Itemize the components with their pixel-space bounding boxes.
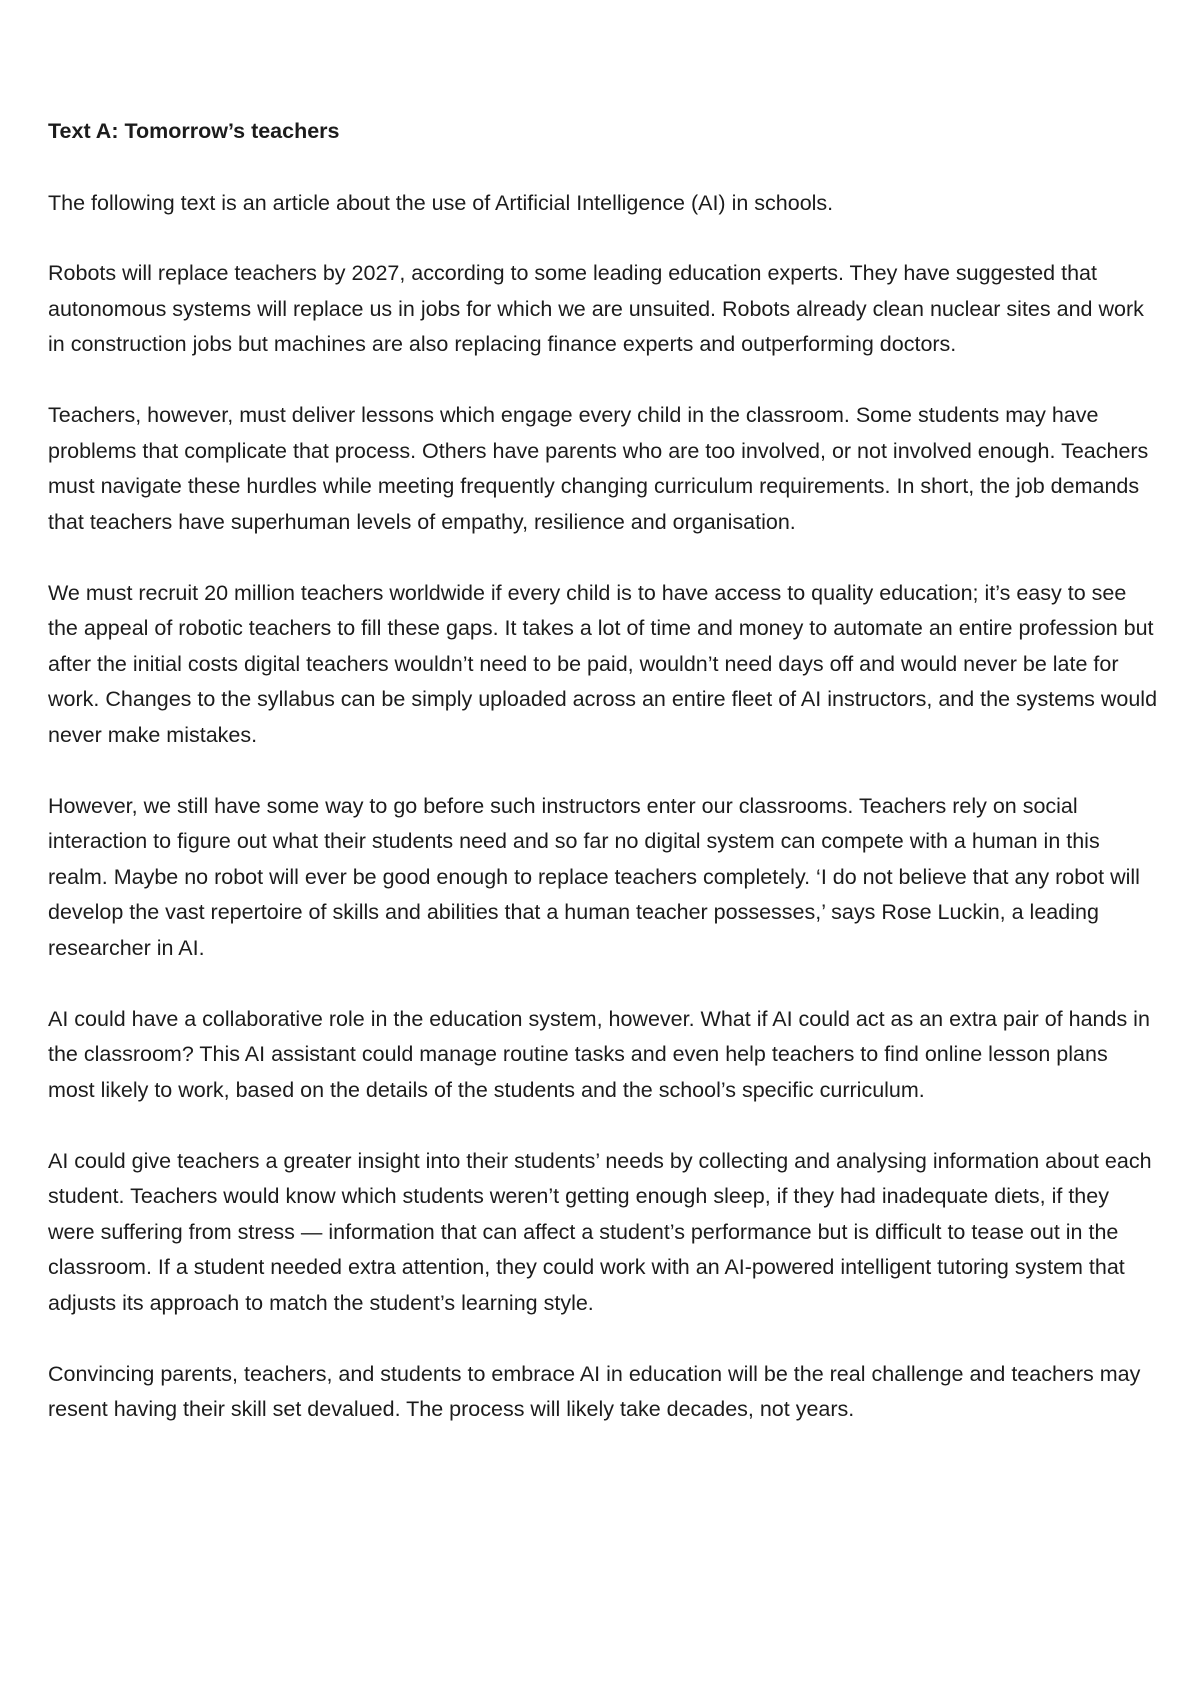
paragraph-7: Convincing parents, teachers, and students to embrace AI in education will be the real challenge and teachers may resent having their skill set devalued. The process will likely take decades, not years. xyxy=(48,1361,1141,1421)
paragraph-3: We must recruit 20 million teachers worldwide if every child is to have access to quality education; it’s easy to see the appeal of robotic teachers to fill these gaps. It takes a lot of time and money to automate an entire profession but after the initial costs digital teachers wouldn’t need to be paid, wouldn’t need days off and would never be late for work. Changes to the syllabus can be simply uploaded across an entire fleet of AI instructors, and the systems would never make mistakes. xyxy=(48,580,1158,747)
document-intro: The following text is an article about the use of Artificial Intelligence (AI) in schools. xyxy=(48,190,834,215)
paragraph-6: AI could give teachers a greater insight into their students’ needs by collecting and analysing information about each student. Teachers would know which students weren’t getting enough sleep, if they had inadequate diets, if they were suffering from stress — information that can affect a student’s performance but is difficult to tease out in the classroom. If a student needed extra attention, they could work with an AI-powered intelligent tutoring system that adjusts its approach to match the student’s learning style. xyxy=(48,1148,1152,1315)
paragraph-4: However, we still have some way to go before such instructors enter our classrooms. Teachers rely on social interaction to figure out what their students need and so far no digital system can compete with a human in this realm. Maybe no robot will ever be good enough to replace teachers completely. ‘I do not believe that any robot will develop the vast repertoire of skills and abilities that a human teacher possesses,’ says Rose Luckin, a leading researcher in AI. xyxy=(48,793,1140,960)
document-page xyxy=(48,114,1160,1463)
document-title: Text A: Tomorrow’s teachers xyxy=(48,119,340,143)
paragraph-2: Teachers, however, must deliver lessons which engage every child in the classroom. Some students may have problems that complicate that process. Others have parents who are too involved, or not involved enough. Teachers must navigate these hurdles while meeting frequently changing curriculum requirements. In short, the job demands that teachers have superhuman levels of empathy, resilience and organisation. xyxy=(48,403,1149,534)
paragraph-1: Robots will replace teachers by 2027, according to some leading education experts. They have suggested that autonomous systems will replace us in jobs for which we are unsuited. Robots already clean nuclear sites and work in construction jobs but machines are also replacing finance experts and outperforming doctors. xyxy=(48,261,1144,356)
paragraph-5: AI could have a collaborative role in the education system, however. What if AI could act as an extra pair of hands in the classroom? This AI assistant could manage routine tasks and even help teachers to find online lesson plans most likely to work, based on the details of the students and the school’s specific curriculum. xyxy=(48,1006,1150,1102)
